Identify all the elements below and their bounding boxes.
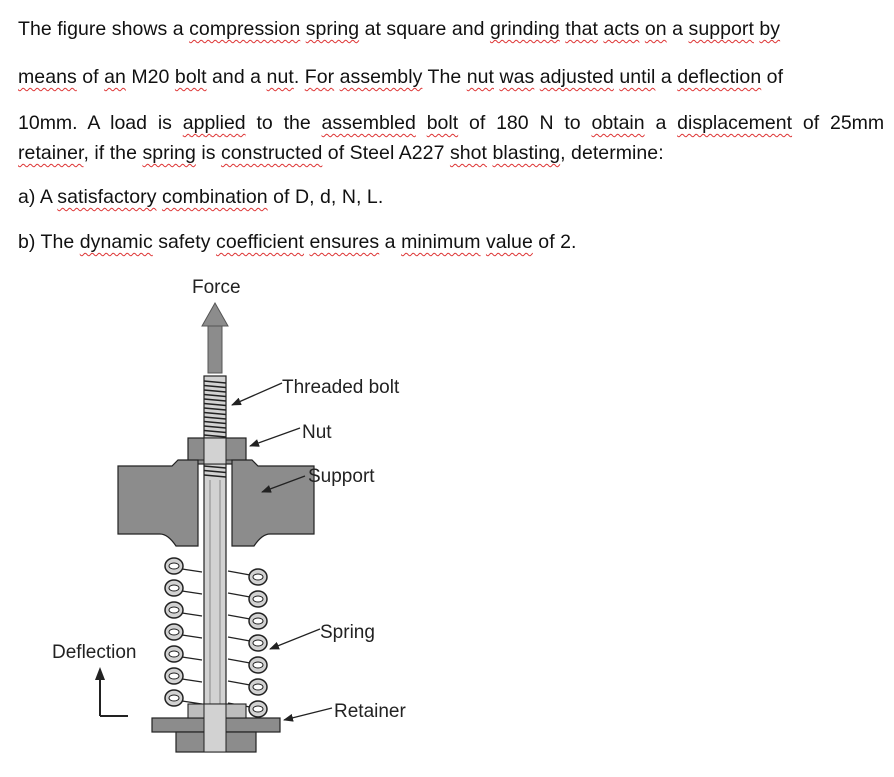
threaded-bolt	[204, 376, 226, 716]
text-run: safety	[152, 231, 217, 253]
text-run: of	[761, 66, 784, 88]
spellcheck-word: value	[485, 231, 533, 253]
text-run: and a	[206, 66, 267, 88]
text-run: of 25mm	[792, 112, 885, 134]
spellcheck-word: until	[619, 66, 656, 88]
text-run: a	[379, 231, 402, 253]
force-label: Force	[192, 277, 241, 298]
spellcheck-word: means	[18, 66, 77, 88]
spellcheck-word: by	[759, 18, 781, 40]
spellcheck-word: on	[644, 18, 667, 40]
text-run: , if the	[83, 142, 143, 164]
text-run: 10mm. A load is	[18, 112, 183, 134]
spellcheck-word: coefficient	[216, 231, 305, 253]
spellcheck-word: assembled	[321, 112, 416, 134]
text-run: of 2.	[532, 231, 577, 253]
text-run: a) A	[18, 186, 58, 208]
spellcheck-word: support	[688, 18, 754, 40]
text-run: M20	[125, 66, 175, 88]
text-run: , determine:	[560, 142, 664, 164]
spellcheck-word: spring	[142, 142, 196, 164]
deflection-label: Deflection	[52, 642, 137, 663]
text-run: a	[666, 18, 689, 40]
spellcheck-word: applied	[182, 112, 246, 134]
nut-leader	[250, 428, 300, 446]
spellcheck-word: bolt	[174, 66, 207, 88]
nut-label: Nut	[302, 422, 332, 443]
spring-leader	[270, 629, 320, 649]
threaded-bolt-leader	[232, 383, 282, 405]
text-run: at square and	[359, 18, 490, 40]
text-run: of	[76, 66, 105, 88]
spellcheck-word: an	[104, 66, 126, 88]
spring-label: Spring	[320, 622, 375, 643]
spellcheck-word: retainer	[18, 142, 84, 164]
spellcheck-word: nut	[466, 66, 494, 88]
spellcheck-word: that	[565, 18, 598, 40]
spellcheck-word: ensures	[309, 231, 380, 253]
spellcheck-word: compression	[189, 18, 301, 40]
text-run: b) The	[18, 231, 80, 253]
spellcheck-word: For	[304, 66, 335, 88]
force-arrow	[202, 303, 228, 373]
spellcheck-word: displacement	[677, 112, 793, 134]
spellcheck-word: combination	[161, 186, 268, 208]
spellcheck-word: deflection	[677, 66, 762, 88]
spellcheck-word: blasting	[492, 142, 561, 164]
spellcheck-word: dynamic	[79, 231, 153, 253]
spellcheck-word: nut	[266, 66, 294, 88]
spellcheck-word: shot	[449, 142, 488, 164]
spellcheck-word: was	[499, 66, 535, 88]
spellcheck-word: constructed	[220, 142, 323, 164]
spellcheck-word: obtain	[591, 112, 645, 134]
support-label: Support	[308, 466, 375, 487]
threaded-bolt-label: Threaded bolt	[282, 377, 400, 398]
text-run: a	[655, 66, 678, 88]
text-run: is	[195, 142, 221, 164]
text-run: .	[293, 66, 305, 88]
retainer-leader	[284, 708, 332, 720]
spellcheck-word: adjusted	[539, 66, 614, 88]
retainer-label: Retainer	[334, 701, 406, 722]
text-run: a	[644, 112, 678, 134]
text-run: of Steel A227	[322, 142, 450, 164]
text-run: to the	[245, 112, 322, 134]
text-run: The figure shows a	[18, 18, 190, 40]
text-run: The	[422, 66, 467, 88]
spellcheck-word: acts	[603, 18, 640, 40]
deflection-arrow	[95, 667, 128, 716]
spellcheck-word: bolt	[426, 112, 459, 134]
spellcheck-word: grinding	[489, 18, 560, 40]
text-run: of D, d, N, L.	[267, 186, 384, 208]
spellcheck-word: minimum	[401, 231, 481, 253]
spellcheck-word: satisfactory	[57, 186, 157, 208]
spellcheck-word: spring	[305, 18, 360, 40]
spellcheck-word: assembly	[339, 66, 423, 88]
text-run: of 180 N to	[458, 112, 592, 134]
